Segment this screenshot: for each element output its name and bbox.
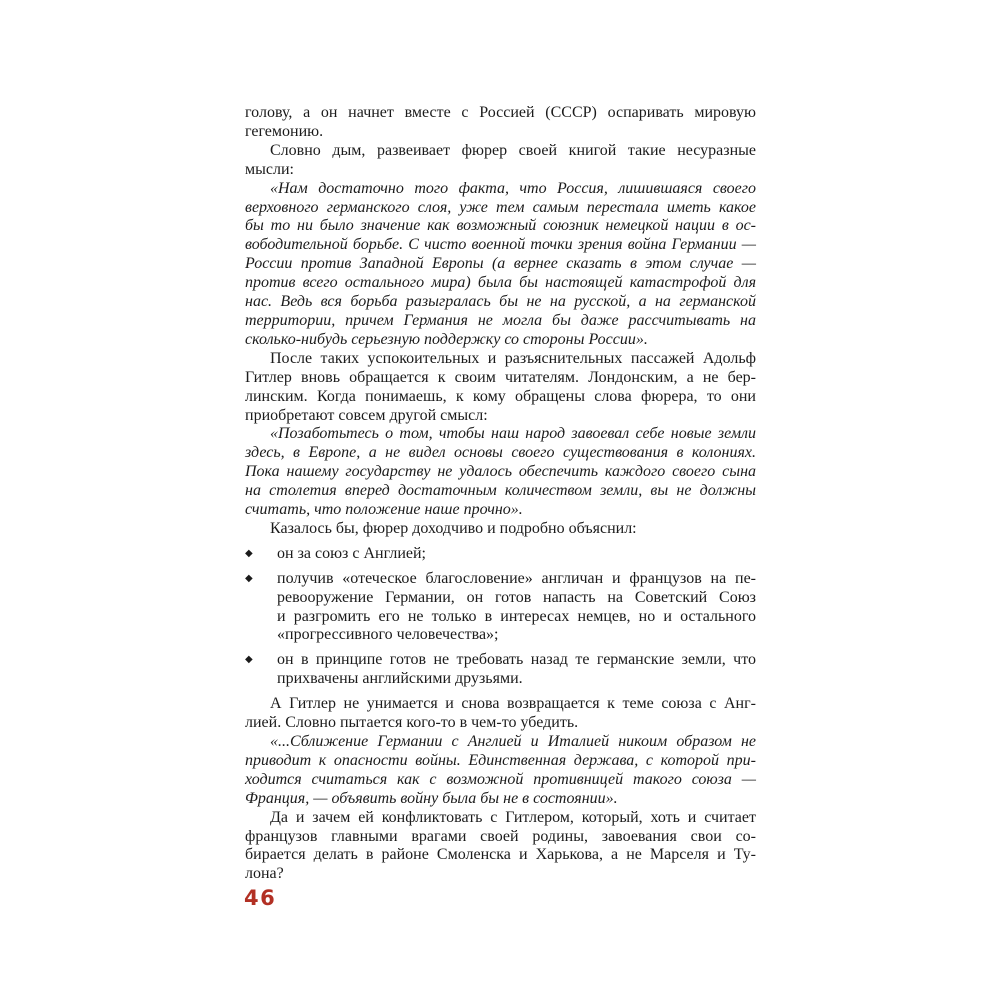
paragraph-line: Казалось бы, фюрер доходчиво и подробно объяснил: [270,519,637,537]
paragraph-line: нас. Ведь вся борьба разыгралась бы не на русской, а на германской [245,293,756,311]
paragraph [245,809,756,885]
bullet-item-text [277,651,756,689]
paragraph-line: Франция, — объявить войну была бы не в состоянии». [245,789,618,807]
paragraph [245,733,756,809]
paragraph-line: считать, что положение наше прочно». [245,501,523,519]
paragraph-line: ходится считаться как с возможной противницей такого союза — [245,770,756,788]
paragraph [245,520,756,539]
paragraph [245,104,756,142]
paragraph-line: гегемонию. [245,122,324,140]
paragraph-line: Да и зачем ей конфликтовать с Гитлером, который, хоть и считает [270,808,756,826]
paragraph [245,695,756,733]
text-column [245,104,756,884]
diamond-bullet-icon: ◆ [245,654,253,666]
paragraph-line: вободительной борьбе. С чисто военной точки зрения война Германии — [245,236,756,254]
paragraph-line: Гитлер вновь обращается к своим читателям. Лондонским, а не бер- [245,368,756,386]
paragraph-line: против всего остального мира) была бы настоящей катастрофой для [245,274,756,292]
paragraph-line: бирается делать в районе Смоленска и Харькова, а не Марселя и Ту- [245,846,756,864]
bullet-item [245,570,756,646]
bullet-item-text [277,545,756,564]
paragraph-line: на столетия вперед достаточным количеством земли, вы не должны [245,482,756,500]
bullet-item [245,545,756,564]
paragraph-line: здесь, в Европе, а не видел основы своего существования в колониях. [245,444,756,462]
paragraph-line: территории, причем Германия не могла бы даже рассчитывать на [245,311,756,329]
paragraph-line: Пока нашему государству не удалось обеспечить каждого своего сына [245,463,756,481]
diamond-bullet-icon: ◆ [245,547,253,559]
paragraph-line: сколько-нибудь серьезную поддержку со стороны России». [245,330,648,348]
paragraph-line: он за союз с Англией; [277,544,426,562]
paragraph [245,180,756,350]
paragraph-line: получив «отеческое благословение» англичан и французов на пе- [277,569,756,587]
paragraph-line: А Гитлер не унимается и снова возвращается к теме союза с Анг- [270,695,756,713]
paragraph-line: верховного германского слоя, уже тем самым перестала иметь какое [245,198,756,216]
paragraph-line: ревооружение Германии, он готов напасть на Советский Союз [277,588,756,606]
diamond-bullet-icon: ◆ [245,572,253,584]
paragraph-line: Словно дым, развеивает фюрер своей книгой такие несуразные [270,141,756,159]
paragraph [245,142,756,180]
paragraph-line: прихвачены английскими друзьями. [277,670,523,688]
paragraph-line: «...Сближение Германии с Англией и Италией никоим образом не [270,733,756,750]
paragraph [245,425,756,520]
paragraph-line: России против Западной Европы (а вернее сказать в этом случае — [245,255,756,273]
bullet-item [245,651,756,689]
paragraph-line: «Позаботьтесь о том, чтобы наш народ завоевал себе новые земли [270,425,756,443]
paragraph-line: мысли: [245,160,294,178]
paragraph-line: голову, а он начнет вместе с Россией (СССР) оспаривать мировую [245,104,756,121]
paragraph-line: и разгромить его не только в интересах немцев, но и остального [277,607,756,625]
paragraph-line: После таких успокоительных и разъяснительных пассажей Адольф [270,349,756,367]
paragraph-line: «Нам достаточно того факта, что Россия, лишившаяся своего [270,179,756,197]
paragraph-line: «прогрессивного человечества»; [277,626,499,644]
bullet-item-text [277,570,756,646]
paragraph-line: лией. Словно пытается кого-то в чем-то убедить. [245,714,579,732]
paragraph [245,350,756,426]
bullet-list [245,545,756,689]
paragraph-line: приводит к опасности войны. Единственная держава, с которой при- [245,751,756,769]
paragraph-line: лона? [245,865,284,883]
paragraph-line: приобретают совсем другой смысл: [245,406,488,424]
paragraph-line: линским. Когда понимаешь, к кому обращены слова фюрера, то они [245,387,756,405]
paragraph-line: бы то ни было значение как возможный союзник немецкой нации в ос- [245,217,756,235]
page-number: 46 [244,886,277,910]
paragraph-line: французов главными врагами своей родины, завоевания свои со- [245,827,756,845]
paragraph-line: он в принципе готов не требовать назад те германские земли, что [277,651,756,669]
